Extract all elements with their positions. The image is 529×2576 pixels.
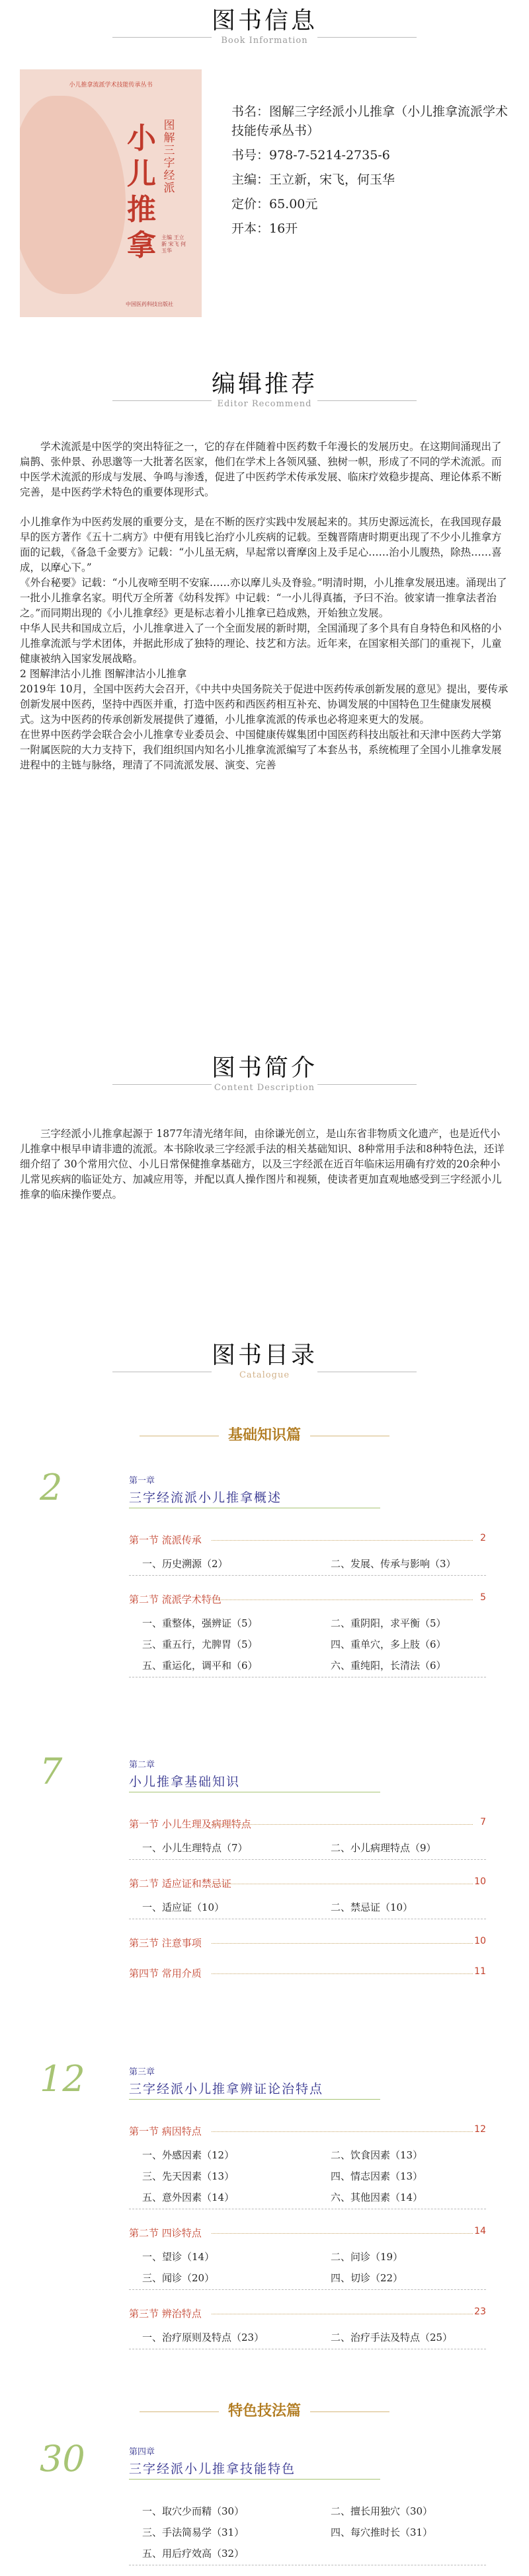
toc-item: 二、治疗手法及特点（25）	[331, 2332, 453, 2343]
toc-item: 二、小儿病理特点（9）	[331, 1842, 436, 1854]
cover-main-title: 小儿推拿	[127, 122, 156, 262]
editor-paragraph: 小儿推拿作为中医药发展的重要分支，是在不断的医疗实践中发展起来的。其历史源远流长，在我国现存最早的医方著作《五十二病方》中便有用钱匕治疗小儿疾病的记载。至魏晋隋唐时期更出现了不少小儿推拿方面的记载，《备急千金要方》记载：“小儿虽无病，早起常以膏摩囟上及手足心……治小儿腹热，除热……喜成，以摩心下。”	[20, 516, 502, 573]
section-page-number: 7	[480, 1817, 486, 1827]
book-cover-image	[20, 69, 202, 317]
section-name: 第三节 注意事项	[129, 1937, 202, 1949]
part-rule	[310, 2411, 389, 2412]
header-rule-right	[317, 37, 417, 38]
toc-item: 一、外感因素（12）	[142, 2149, 235, 2161]
toc-section	[129, 1533, 486, 1547]
toc-section	[129, 2226, 486, 2240]
section-divider	[129, 1859, 486, 1860]
toc-item: 二、擅长用独穴（30）	[331, 2505, 433, 2517]
toc-item: 一、小儿生理特点（7）	[142, 1842, 248, 1854]
part-label: 特色技法篇	[227, 2403, 301, 2419]
toc-section	[129, 1592, 486, 1607]
toc-item: 三、手法简易学（31）	[142, 2526, 245, 2538]
chapter-title: 三字经派小儿推拿技能特色	[129, 2462, 296, 2476]
section-page-number: 23	[474, 2306, 486, 2317]
chapter-title: 三字经派小儿推拿辨证论治特点	[129, 2082, 324, 2096]
section-subtitle: Book Information	[221, 36, 308, 46]
book-info-list	[231, 102, 509, 244]
toc-item: 一、历史溯源（2）	[142, 1558, 228, 1570]
section-page-number: 14	[474, 2226, 486, 2236]
toc-item: 一、重整体，强辨证（5）	[142, 1617, 258, 1629]
toc-item: 四、每穴推时长（31）	[331, 2526, 433, 2538]
editor-paragraph: 中华人民共和国成立后，小儿推拿进入了一个全面发展的新时期，全国涌现了多个具有自身特色和风格的小儿推拿流派与学术团体，并据此形成了独特的理论、技艺和方法。近年来，在国家相关部门的重视下，儿童健康被纳入国家发展战略。	[20, 622, 502, 665]
book-editors: 主编：王立新，宋飞，何玉华	[231, 172, 395, 187]
toc-section	[129, 2306, 486, 2321]
section-title: 图书信息	[211, 7, 317, 34]
toc-item: 三、重五行，尤脾胃（5）	[142, 1638, 258, 1650]
toc-item: 二、饮食因素（13）	[331, 2149, 423, 2161]
section-name: 第四节 常用介质	[129, 1968, 202, 1979]
dot-leader	[212, 1540, 473, 1541]
section-subtitle: Catalogue	[239, 1370, 290, 1380]
toc-item: 四、切诊（22）	[331, 2272, 403, 2284]
toc-item: 五、意外因素（14）	[142, 2191, 235, 2203]
section-page-number: 10	[474, 1876, 486, 1887]
toc-item: 六、重纯阳，长清法（6）	[331, 1660, 446, 1672]
dot-leader	[212, 1824, 473, 1825]
section-name: 第三节 辨治特点	[129, 2308, 202, 2320]
chapter-number: 7	[40, 1751, 63, 1792]
part-label: 基础知识篇	[227, 1427, 301, 1444]
dot-leader	[212, 1943, 473, 1944]
editor-recommend-text	[20, 439, 509, 773]
content-description: 三字经派小儿推拿起源于 1877年清光绪年间，由徐谦光创立，是山东省非物质文化遗产，也是近代小儿推拿中根早申请非遗的流派。本书除收录三字经派手法的相关基础知识、8种常用手法和8种特色法，还详细介绍了 30个常用穴位、小儿日常保健推拿基础方，以及三字经派在近百年临床运用确有疗效的20余种小儿常见疾病的临证处方、加减应用等，并配以真人操作图片和视频，使读者更加直观地感受到三字经派小儿推拿的临床操作要点。	[20, 1128, 505, 1200]
toc-section	[129, 1936, 486, 1950]
chapter-rule	[129, 2099, 380, 2100]
header-rule-right	[317, 400, 417, 401]
toc-item: 一、治疗原则及特点（23）	[142, 2332, 264, 2343]
book-price: 定价：65.00元	[231, 197, 318, 211]
toc-item: 二、重阴阳，求平衡（5）	[331, 1617, 446, 1629]
section-divider	[129, 1575, 486, 1576]
section-page-number: 10	[474, 1936, 486, 1946]
header-rule-left	[112, 37, 212, 38]
toc-section	[129, 1817, 486, 1831]
editor-paragraph: 在世界中医药学会联合会小儿推拿专业委员会、中国健康传媒集团中国医药科技出版社和天津中医药大学第一附属医院的大力支持下，我们组织国内知名小儿推拿流派编写了本套丛书，系统梳理了全国小儿推拿发展进程中的主链与脉络，理清了不同流派发展、演变、完善	[20, 729, 502, 771]
chapter-label: 第四章	[129, 2447, 155, 2457]
chapter-number: 12	[40, 2058, 85, 2100]
section-name: 第一节 流派传承	[129, 1534, 202, 1546]
catalog-part-title	[0, 1424, 529, 1444]
chapter-label: 第三章	[129, 2067, 155, 2077]
part-rule	[140, 2411, 219, 2412]
catalog-part-title	[0, 2400, 529, 2420]
toc-item: 三、先天因素（13）	[142, 2170, 235, 2182]
editor-paragraph: 《外台秘要》记载：“小儿夜啼至明不安寐……亦以摩儿头及脊验。”明清时期，小儿推拿发展迅速。涌现出了一批小儿推拿名家。明代万全所著《幼科发挥》中记载：“一小儿得真搐，予曰不治。彼家请一推拿法者治之。”而同期出现的《小儿推拿经》更是标志着小儿推拿已趋成熟，开始独立发展。	[20, 577, 507, 619]
section-subtitle: Content Description	[214, 1083, 315, 1093]
section-name: 第一节 小儿生理及病理特点	[129, 1818, 251, 1830]
section-name: 第一节 病因特点	[129, 2125, 202, 2137]
book-name: 书名：图解三字经派小儿推拿（小儿推拿流派学术技能传承丛书）	[231, 104, 509, 138]
header-rule-left	[112, 400, 212, 401]
chapter-title: 三字经流派小儿推拿概述	[129, 1490, 282, 1505]
toc-item: 六、其他因素（14）	[331, 2191, 423, 2203]
header-rule-left	[112, 1084, 212, 1085]
toc-item: 四、重单穴，多上肢（6）	[331, 1638, 446, 1650]
header-rule-right	[317, 1084, 417, 1085]
toc-item: 二、问诊（19）	[331, 2251, 403, 2263]
toc-item: 四、情志因素（13）	[331, 2170, 423, 2182]
toc-section	[129, 1966, 486, 1981]
chapter-rule	[129, 2479, 380, 2480]
chapter-number: 30	[40, 2438, 85, 2480]
toc-item: 一、望诊（14）	[142, 2251, 215, 2263]
editor-paragraph: 2 图解津沽小儿推 图解津沽小儿推拿	[20, 668, 187, 680]
cover-hand-illustration	[20, 96, 126, 294]
section-header-desc	[0, 1054, 529, 1093]
chapter-label: 第一章	[129, 1476, 155, 1486]
toc-section	[129, 2124, 486, 2139]
chapter-title: 小儿推拿基础知识	[129, 1775, 241, 1789]
section-name: 第二节 流派学术特色	[129, 1594, 222, 1605]
section-header-info	[0, 7, 529, 46]
editor-paragraph: 学术流派是中医学的突出特征之一，它的存在伴随着中医药数千年漫长的发展历史。在这期间涌现出了扁鹊、张仲景、孙思邈等一大批著名医家，他们在学术上各领风骚、独树一帜，形成了不同的学术流派。而中医学术流派的形成与发展、争鸣与渗透，促进了中医药学术传承发展、临床疗效稳步提高、理论体系不断完善，是中医药学术特色的重要体现形式。	[20, 441, 502, 498]
section-page-number: 5	[480, 1592, 486, 1603]
section-page-number: 2	[480, 1533, 486, 1543]
chapter-label: 第二章	[129, 1760, 155, 1770]
section-title: 图书简介	[211, 1054, 317, 1082]
dot-leader	[212, 2131, 473, 2132]
book-isbn: 书号：978-7-5214-2735-6	[231, 148, 390, 163]
section-header-editor	[0, 370, 529, 410]
section-name: 第二节 适应证和禁忌证	[129, 1878, 231, 1890]
dot-leader	[212, 2233, 473, 2234]
cover-authors: 主编 王立新 宋飞 何玉华	[161, 235, 186, 254]
toc-item: 三、闻诊（20）	[142, 2272, 215, 2284]
cover-subtitle: 图解三字经派	[163, 119, 175, 195]
cover-publisher: 中国医药科技出版社	[126, 301, 173, 307]
dot-leader	[212, 1973, 473, 1974]
cover-series-text: 小儿推拿流派学术技能传承丛书	[69, 82, 153, 89]
section-page-number: 11	[474, 1966, 486, 1977]
book-format: 开本：16开	[231, 221, 298, 236]
editor-paragraph: 2019年 10月，全国中医药大会召开，《中共中央国务院关于促进中医药传承创新发展的意见》提出，要传承创新发展中医药，坚持中西医并重，打造中医药和西医药相互补充、协调发展的中国特色卫生健康发展模式。这为中医药的传承创新发展提供了遵循，小儿推拿流派的传承也必将迎来更大的发展。	[20, 683, 509, 725]
toc-item: 二、禁忌证（10）	[331, 1901, 413, 1913]
section-title: 图书目录	[211, 1342, 317, 1369]
toc-item: 二、发展、传承与影响（3）	[331, 1558, 456, 1570]
chapter-number: 2	[40, 1467, 63, 1508]
toc-item: 五、重运化，调平和（6）	[142, 1660, 258, 1672]
toc-item: 一、适应证（10）	[142, 1901, 225, 1913]
toc-item: 五、用后疗效高（32）	[142, 2548, 245, 2559]
section-title: 编辑推荐	[211, 371, 317, 398]
section-subtitle: Editor Recommend	[217, 399, 312, 409]
section-page-number: 12	[474, 2124, 486, 2135]
section-divider	[129, 2289, 486, 2290]
toc-item: 一、取穴少而精（30）	[142, 2505, 245, 2517]
toc-section	[129, 1876, 486, 1891]
section-header-catalog	[0, 1341, 529, 1381]
section-name: 第二节 四诊特点	[129, 2227, 202, 2239]
